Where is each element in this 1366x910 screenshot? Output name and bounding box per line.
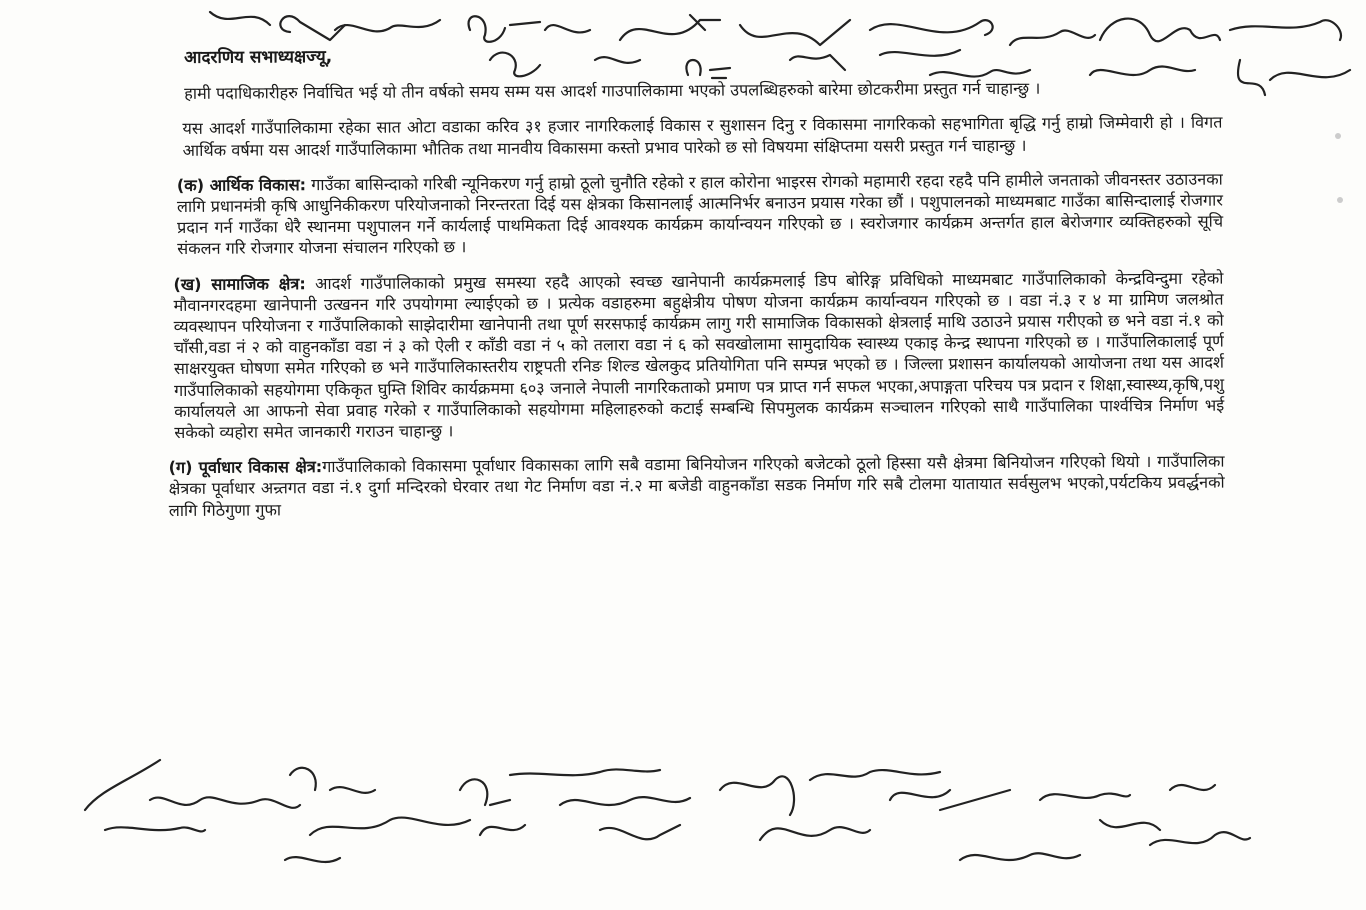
section-social-sector	[173, 267, 1224, 443]
paragraph-responsibility: यस आदर्श गाउँपालिकामा रहेका सात ओटा वडाका करिव ३१ हजार नागरिकलाई विकास र सुशासन दिनु र विकासमा नागरिकको सहभागिता बृद्धि गर्नु हाम्रो जिम्मेवारी हो । विगत आर्थिक वर्षमा यस आदर्श गाउँपालिकामा भौतिक तथा मानवीय विकासमा कस्तो प्रभाव पारेको छ सो विषयमा संक्षिप्तमा यसरी प्रस्तुत गर्न चाहान्छु ।	[182, 112, 1223, 160]
signatures-bottom	[85, 760, 1250, 862]
section-text: गाउँपालिकाको विकासमा पूर्वाधार विकासका लागि सबै वडामा बिनियोजन गरिएको बजेटको ठूलो हिस्सा यसै क्षेत्रमा बिनियोजन गरिएको थियो । गाउँपालिका क्षेत्रका पूर्वाधार अन्र्तगत वडा नं.१ दुर्गा मन्दिरको घेरवार तथा गेट निर्माण वडा नं.२ मा बजेडी वाहुनकाँडा सडक निर्माण गरि सबै टोलमा यातायात सर्वसुलभ भएको,पर्यटकिय प्रवर्द्धनको लागि गिठेगुणा गुफा	[168, 451, 1225, 520]
binder-holes	[1335, 133, 1343, 203]
section-text: आदर्श गाउँपालिकाको प्रमुख समस्या रहदै आएको स्वच्छ खानेपानी कार्यक्रमलाई डिप बोरिङ्ग प्रविधिको माध्यमबाट गाउँपालिकाको केन्द्रविन्दुमा रहेको मौवानगरदहमा खानेपानी उत्खनन गरि उपयोगमा ल्याईएको छ । प्रत्येक वडाहरुमा बहुक्षेत्रीय पोषण योजना कार्यक्रम कार्यान्वयन गरिएको छ । वडा नं.३ र ४ मा ग्रामिण जलश्रोत व्यवस्थापन परियोजना र गाउँपालिकाको साझेदारीमा खानेपानी तथा पूर्ण सरसफाई कार्यक्रम लागु गरी सामाजिक विकासको क्षेत्रलाई माथि उठाउने प्रयास गरीएको छ भने वडा नं.१ को चाँसी,वडा नं २ को वाहुनकाँडा वडा नं ३ को ऐली र काँडी वडा नं ५ को तलारा वडा नं ६ को सवखोलामा सामुदायिक स्वास्थ्य एकाइ केन्द्र स्थापना गरिएको छ । गाउँपालिकालाई पूर्ण साक्षरयुक्त घोषणा समेत गरिएको छ भने गाउँपालिकास्तरीय राष्ट्रपती रनिङ शिल्ड खेलकुद प्रतियोगिता पनि सम्पन्न भएको छ । जिल्ला प्रशासन कार्यालयको आयोजना तथा यस आदर्श गाउँपालिकाको सहयोगमा एकिकृत घुम्ति शिविर कार्यक्रममा ६०३ जनाले नेपाली नागरिकताको प्रमाण पत्र प्राप्त गर्न सफल भएका,अपाङ्गता परिचय पत्र प्रदान र शिक्षा,स्वास्थ्य,कृषि,पशु कार्यालयले आ आफनो सेवा प्रवाह गरेको र गाउँपालिकाको सहयोगमा महिलाहरुको कटाई सम्बन्धि सिपमुलक कार्यक्रम सञ्चालन गरिएको साथै गाउँपालिका पार्श्वचित्र निर्माण भई सकेको व्यहोरा समेत जानकारी गराउन चाहान्छु ।	[173, 268, 1225, 443]
salutation: आदरणिय सभाध्यक्षज्यू,	[183, 47, 333, 68]
section-heading: (ग) पूर्वाधार विकास क्षेत्र:	[168, 457, 323, 478]
section-economic-development	[177, 168, 1223, 259]
section-text: गाउँका बासिन्दाको गरिबी न्यूनिकरण गर्नु हाम्रो ठूलो चुनौति रहेको र हाल कोरोना भाइरस रोगको महामारी रहदा रहदै पनि हामीले जनताको जीवनस्तर उठाउनका लागि प्रधानमंत्री कृषि आधुनिकीकरण परियोजनाको निरन्तरता दिई यस क्षेत्रका किसानलाई आत्मनिर्भर बनाउन प्रयास गरेका छौं । पशुपालनको माध्यमबाट गाउँका बासिन्दालाई रोजगार प्रदान गर्न गाउँका धेरै स्थानमा पशुपालन गर्ने कार्यलाई पाथमिकता दिई आवश्यक कार्यक्रम कार्यान्वयन गरिएको छ । स्वरोजगार कार्यक्रम अन्तर्गत हाल बेरोजगार व्यक्तिहरुको सूचि संकलन गरि रोजगार योजना संचालन गरिएको छ ।	[176, 169, 1224, 259]
letter-body	[168, 42, 1225, 521]
section-infrastructure	[169, 451, 1225, 521]
section-heading: (क) आर्थिक विकास:	[176, 174, 307, 195]
paragraph-intro: हामी पदाधिकारीहरु निर्वाचित भई यो तीन वर्षको समय सम्म यस आदर्श गाउपालिकामा भएको उपलब्धिहरुको बारेमा छोटकरीमा प्रस्तुत गर्न चाहान्छु ।	[184, 78, 1041, 104]
section-heading: (ख) सामाजिक क्षेत्र:	[173, 273, 306, 294]
